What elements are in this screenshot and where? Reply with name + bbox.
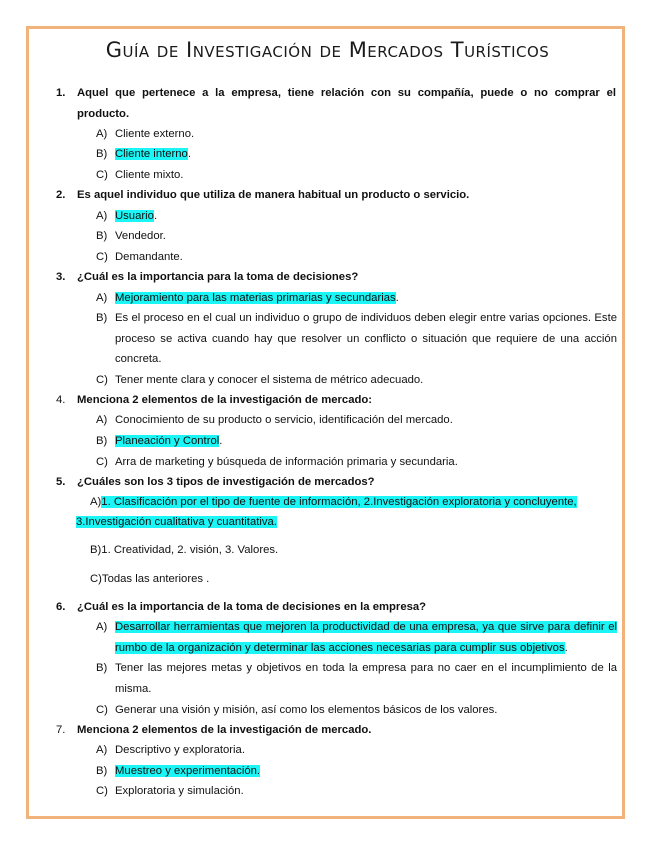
- question-text: Aquel que pertenece a la empresa, tiene relación con su compañía, puede o no comprar el producto.: [77, 87, 616, 120]
- highlighted-answer: Cliente interno: [115, 148, 188, 160]
- question-text: Es aquel individuo que utiliza de manera habitual un producto o servicio.: [77, 189, 470, 201]
- q5-option-a-continued: [76, 512, 277, 533]
- q3-option-c: [96, 370, 617, 391]
- q6-option-a: [96, 617, 617, 658]
- option-label: A): [96, 292, 108, 304]
- q7-option-c: [96, 781, 617, 802]
- option-text: Tener las mejores metas y objetivos en toda la empresa para no caer en el incumplimiento de la misma.: [115, 662, 617, 695]
- question-number: 1.: [56, 87, 66, 99]
- option-text: Demandante.: [115, 251, 183, 263]
- q2-option-b: [96, 226, 617, 247]
- option-text: Cliente externo.: [115, 128, 195, 140]
- q1-option-c: [96, 165, 617, 186]
- question-number: 4.: [56, 394, 66, 406]
- question-3: [56, 267, 616, 288]
- option-label: B): [96, 312, 108, 324]
- option-label: B): [96, 662, 108, 674]
- q6-option-b: [96, 658, 617, 699]
- question-7: [56, 720, 616, 741]
- option-label: C): [96, 374, 108, 386]
- question-number: 2.: [56, 189, 66, 201]
- q2-option-c: [96, 247, 617, 268]
- question-text: Menciona 2 elementos de la investigación de mercado:: [77, 394, 373, 406]
- option-label: B): [96, 765, 108, 777]
- question-1: [56, 83, 616, 124]
- option-punct: .: [564, 641, 568, 654]
- option-label: C): [96, 169, 108, 181]
- q1-option-b: [96, 144, 617, 165]
- option-label: C): [96, 456, 108, 468]
- question-text: ¿Cuáles son los 3 tipos de investigación de mercados?: [77, 476, 375, 488]
- option-label: B): [96, 148, 108, 160]
- q4-option-a: [96, 410, 617, 431]
- option-text: Vendedor.: [115, 230, 166, 242]
- q2-option-a: [96, 206, 617, 227]
- option-text: Cliente mixto.: [115, 169, 184, 181]
- highlighted-answer: Usuario: [115, 210, 154, 222]
- q6-option-c: [96, 700, 617, 721]
- option-text: Arra de marketing y búsqueda de información primaria y secundaria.: [115, 456, 458, 468]
- option-label: A): [96, 210, 108, 222]
- option-label: A): [96, 128, 108, 140]
- option-text: Generar una visión y misión, así como los elementos básicos de los valores.: [115, 704, 498, 716]
- q4-option-c: [96, 452, 617, 473]
- question-number: 6.: [56, 601, 66, 613]
- question-2: [56, 185, 616, 206]
- option-label: A): [96, 621, 108, 633]
- option-label: A): [96, 744, 108, 756]
- question-6: [56, 597, 616, 618]
- option-text: Tener mente clara y conocer el sistema de métrico adecuado.: [115, 374, 424, 386]
- option-label: B): [96, 230, 108, 242]
- option-label: C): [96, 704, 108, 716]
- option-text: Exploratoria y simulación.: [115, 785, 244, 797]
- question-text: Menciona 2 elementos de la investigación de mercado.: [77, 724, 372, 736]
- question-5: [56, 472, 616, 493]
- option-label: C): [96, 251, 108, 263]
- option-label: A): [90, 496, 102, 508]
- option-punct: .: [219, 435, 223, 447]
- question-number: 7.: [56, 724, 66, 736]
- q7-option-a: [96, 740, 617, 761]
- highlighted-answer: Planeación y Control: [115, 435, 220, 447]
- q5-option-c: C)Todas las anteriores .: [90, 573, 210, 585]
- question-number: 3.: [56, 271, 66, 283]
- q5-option-a: [90, 492, 577, 513]
- option-punct: .: [395, 292, 399, 304]
- highlighted-answer: Mejoramiento para las materias primarias y secundarias: [115, 292, 396, 304]
- question-text: ¿Cuál es la importancia para la toma de decisiones?: [77, 271, 359, 283]
- option-punct: .: [153, 210, 158, 222]
- highlighted-answer: 1. Clasificación por el tipo de fuente de información, 2.Investigación exploratoria y concluyente,: [101, 496, 577, 508]
- q5-option-b: B)1. Creatividad, 2. visión, 3. Valores.: [90, 544, 279, 556]
- q7-option-b: [96, 761, 617, 782]
- question-4: [56, 390, 616, 411]
- q1-option-a: [96, 124, 617, 145]
- option-label: B): [96, 435, 108, 447]
- q3-option-b: [96, 308, 617, 370]
- page-title: Guía de Investigación de Mercados Turísticos: [105, 38, 550, 62]
- highlighted-answer: Muestreo y experimentación.: [115, 765, 261, 777]
- option-label: C): [96, 785, 108, 797]
- highlighted-answer: Desarrollar herramientas que mejoren la productividad de una empresa, ya que sirve para definir el rumbo de la organización y determinar las acciones necesarias para cumplir sus objetivos: [115, 621, 617, 654]
- highlighted-answer: 3.Investigación cualitativa y cuantitativa.: [76, 516, 277, 528]
- option-text: Descriptivo y exploratoria.: [115, 744, 245, 756]
- question-text: ¿Cuál es la importancia de la toma de decisiones en la empresa?: [77, 601, 427, 613]
- question-number: 5.: [56, 476, 66, 488]
- option-label: A): [96, 414, 108, 426]
- q3-option-a: [96, 288, 617, 309]
- option-punct: .: [187, 148, 191, 160]
- option-text: Es el proceso en el cual un individuo o grupo de individuos deben elegir entre varias opciones. Este proceso se activa cuando hay que resolver un conflicto o situación que requiere de una acción concreta.: [115, 312, 617, 366]
- q4-option-b: [96, 431, 617, 452]
- option-text: Conocimiento de su producto o servicio, identificación del mercado.: [115, 414, 453, 426]
